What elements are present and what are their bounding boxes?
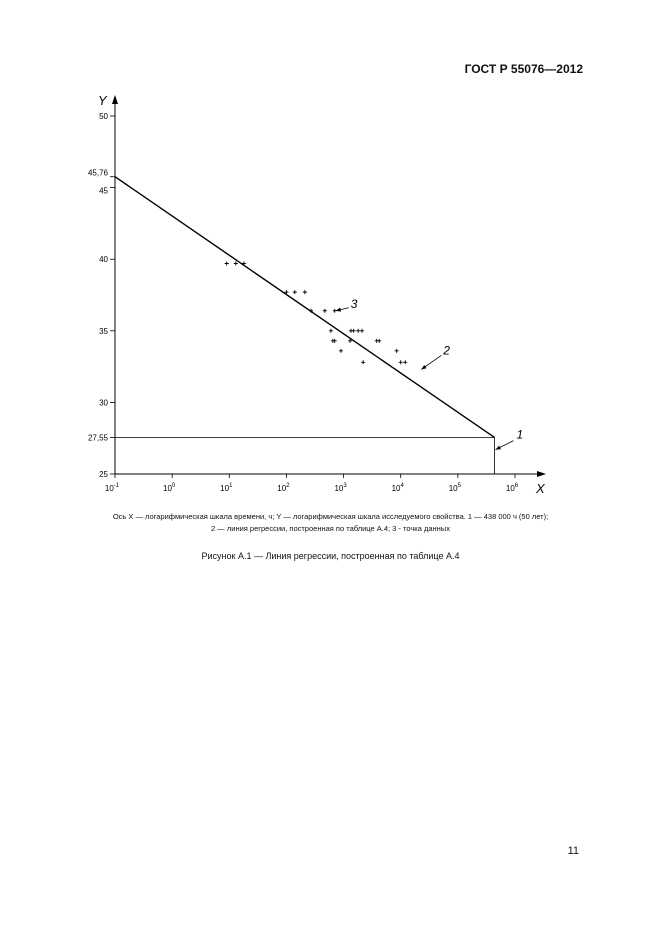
data-point — [356, 329, 360, 333]
y-tick-label: 45,76 — [87, 168, 108, 178]
data-point — [323, 309, 327, 313]
annotation-label-2: 2 — [443, 343, 450, 358]
x-tick-label: $10^4$ — [391, 483, 404, 493]
chart-ticks — [88, 112, 519, 493]
data-point — [377, 339, 381, 343]
y-tick-label: 30 — [99, 398, 108, 408]
annotation-arrowhead-1 — [496, 446, 501, 450]
annotation-label-3: 3 — [350, 296, 358, 311]
data-point — [329, 329, 333, 333]
x-axis-arrow — [537, 471, 546, 477]
x-tick-label: $10^2$ — [277, 483, 290, 493]
data-point — [395, 349, 399, 353]
x-tick-label: $10^0$ — [163, 483, 176, 493]
y-tick-label: 50 — [99, 112, 108, 121]
y-axis-arrow — [112, 95, 118, 104]
y-tick-label: 27,55 — [87, 433, 108, 443]
figure-legend — [20, 511, 641, 535]
data-point — [360, 329, 364, 333]
data-point — [399, 360, 403, 364]
data-point — [234, 261, 238, 265]
annotation-label-1: 1 — [516, 427, 524, 442]
annotation-arrowhead-2 — [421, 365, 426, 370]
data-point — [303, 290, 307, 294]
x-tick-label: $10^{-1}$ — [104, 483, 120, 493]
chart-marks — [115, 177, 523, 474]
x-tick-label: $10^5$ — [448, 483, 461, 493]
data-point — [352, 329, 356, 333]
document-header: ГОСТ Р 55076—2012 — [464, 62, 583, 76]
data-point — [339, 349, 343, 353]
page-number: 11 — [567, 845, 579, 857]
x-tick-label: $10^3$ — [334, 483, 347, 493]
y-tick-label: 45 — [99, 186, 108, 196]
y-tick-label: 35 — [99, 326, 108, 336]
data-point — [403, 360, 407, 364]
x-tick-label: $10^6$ — [505, 483, 519, 493]
y-tick-label: 40 — [99, 255, 108, 265]
legend-line-2: 2 — линия регрессии, построенная по таблице А.4; 3 - точка данных — [211, 524, 450, 533]
chart-axes — [98, 93, 546, 496]
x-tick-label: $10^1$ — [220, 483, 233, 493]
regression-line — [115, 177, 495, 438]
data-point — [293, 290, 297, 294]
legend-line-1: Ось X — логарифмическая шкала времени, ч; Y — логарифмическая шкала исследуемого свойства. 1 — 438 000 ч (50 лет); — [112, 512, 549, 521]
figure-caption: Рисунок А.1 — Линия регрессии, построенная по таблице А.4 — [201, 551, 460, 561]
data-point — [225, 261, 229, 265]
x-axis-label: X — [536, 481, 545, 496]
y-tick-label: 25 — [99, 470, 108, 479]
data-point — [361, 360, 365, 364]
y-axis-label: Y — [98, 93, 107, 108]
